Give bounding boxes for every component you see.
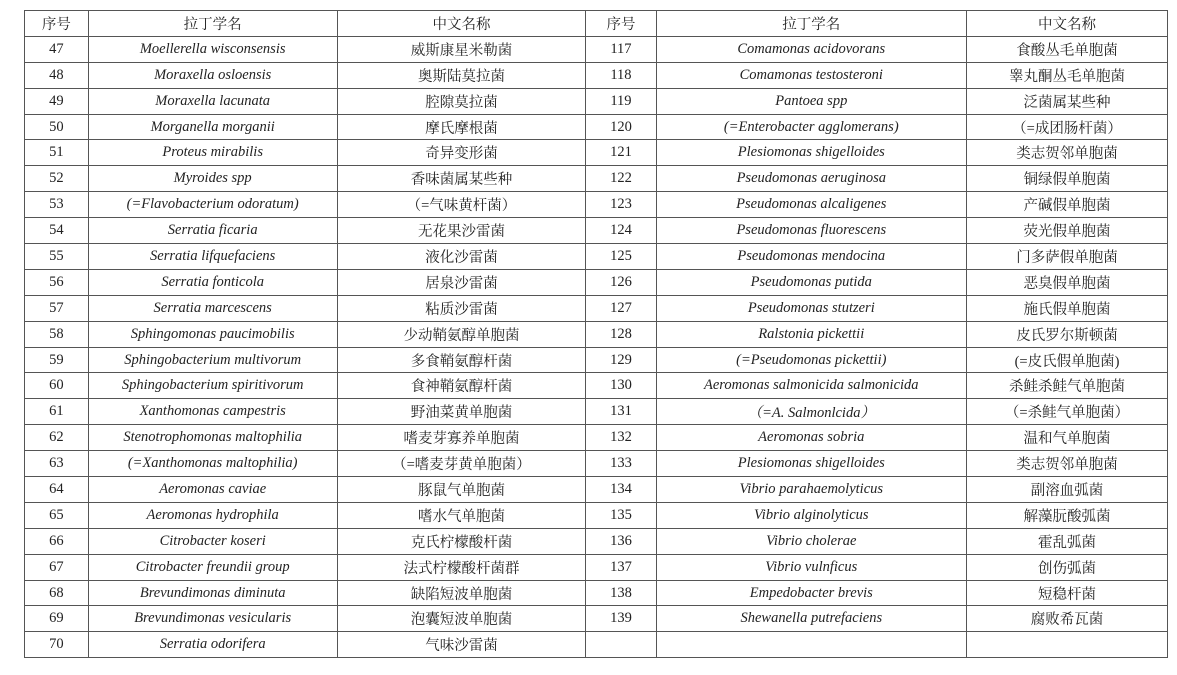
chinese-name-right: 恶臭假单胞菌: [967, 269, 1168, 295]
table-row: [25, 373, 1168, 399]
serial-left: 60: [25, 373, 89, 399]
chinese-name-right: 泛菌属某些种: [967, 88, 1168, 114]
serial-right: 131: [586, 399, 656, 425]
latin-name-right: （=A. Salmonlcida）: [656, 399, 966, 425]
serial-right: 123: [586, 192, 656, 218]
serial-left: 64: [25, 477, 89, 503]
serial-left: 68: [25, 580, 89, 606]
serial-left: 50: [25, 114, 89, 140]
serial-right: 124: [586, 218, 656, 244]
latin-name-right: Pseudomonas stutzeri: [656, 295, 966, 321]
latin-name-left: Citrobacter freundii group: [88, 554, 337, 580]
chinese-name-right: （=杀鲑气单胞菌）: [967, 399, 1168, 425]
serial-left: 55: [25, 244, 89, 270]
serial-right: 129: [586, 347, 656, 373]
chinese-name-right: 产碱假单胞菌: [967, 192, 1168, 218]
table-row: [25, 606, 1168, 632]
chinese-name-left: 香味菌属某些种: [337, 166, 586, 192]
chinese-name-right: 睾丸酮丛毛单胞菌: [967, 62, 1168, 88]
latin-name-right: Aeromonas sobria: [656, 425, 966, 451]
serial-right: 135: [586, 502, 656, 528]
chinese-name-left: 腔隙莫拉菌: [337, 88, 586, 114]
serial-right: 121: [586, 140, 656, 166]
chinese-name-right: 类志贺邻单胞菌: [967, 140, 1168, 166]
serial-left: 62: [25, 425, 89, 451]
serial-right: 122: [586, 166, 656, 192]
table-row: [25, 477, 1168, 503]
chinese-name-left: （=气味黄杆菌）: [337, 192, 586, 218]
serial-right: [586, 632, 656, 658]
chinese-name-left: 嗜麦芽寡养单胞菌: [337, 425, 586, 451]
serial-left: 57: [25, 295, 89, 321]
chinese-name-left: 威斯康星米勒菌: [337, 36, 586, 62]
latin-name-left: Xanthomonas campestris: [88, 399, 337, 425]
table-row: [25, 36, 1168, 62]
chinese-name-left: 摩氏摩根菌: [337, 114, 586, 140]
serial-left: 66: [25, 528, 89, 554]
header-chinese-right: 中文名称: [967, 11, 1168, 37]
latin-name-left: Serratia lifquefaciens: [88, 244, 337, 270]
latin-name-right: (=Pseudomonas pickettii): [656, 347, 966, 373]
chinese-name-left: 奇异变形菌: [337, 140, 586, 166]
table-row: [25, 295, 1168, 321]
serial-left: 61: [25, 399, 89, 425]
table-row: [25, 218, 1168, 244]
latin-name-right: Vibrio parahaemolyticus: [656, 477, 966, 503]
serial-right: 132: [586, 425, 656, 451]
serial-left: 63: [25, 451, 89, 477]
latin-name-right: Comamonas acidovorans: [656, 36, 966, 62]
serial-right: 139: [586, 606, 656, 632]
table-row: [25, 528, 1168, 554]
chinese-name-left: 克氏柠檬酸杆菌: [337, 528, 586, 554]
table-row: [25, 62, 1168, 88]
header-latin-right: 拉丁学名: [656, 11, 966, 37]
latin-name-right: Plesiomonas shigelloides: [656, 140, 966, 166]
serial-right: 128: [586, 321, 656, 347]
chinese-name-right: 腐败希瓦菌: [967, 606, 1168, 632]
latin-name-left: Aeromonas hydrophila: [88, 502, 337, 528]
chinese-name-left: 少动鞘氨醇单胞菌: [337, 321, 586, 347]
document-page: [24, 10, 1168, 658]
serial-left: 52: [25, 166, 89, 192]
table-row: [25, 632, 1168, 658]
latin-name-right: [656, 632, 966, 658]
chinese-name-right: 创伤弧菌: [967, 554, 1168, 580]
chinese-name-left: 嗜水气单胞菌: [337, 502, 586, 528]
serial-right: 136: [586, 528, 656, 554]
latin-name-left: Serratia fonticola: [88, 269, 337, 295]
header-serial-left: 序号: [25, 11, 89, 37]
chinese-name-right: 荧光假单胞菌: [967, 218, 1168, 244]
header-latin-left: 拉丁学名: [88, 11, 337, 37]
serial-left: 47: [25, 36, 89, 62]
latin-name-right: Pseudomonas mendocina: [656, 244, 966, 270]
chinese-name-right: 杀鲑杀鲑气单胞菌: [967, 373, 1168, 399]
serial-left: 69: [25, 606, 89, 632]
serial-left: 48: [25, 62, 89, 88]
table-row: [25, 580, 1168, 606]
table-row: [25, 192, 1168, 218]
latin-name-right: (=Enterobacter agglomerans): [656, 114, 966, 140]
table-row: [25, 451, 1168, 477]
chinese-name-right: 食酸丛毛单胞菌: [967, 36, 1168, 62]
serial-right: 134: [586, 477, 656, 503]
latin-name-right: Ralstonia pickettii: [656, 321, 966, 347]
latin-name-left: Serratia ficaria: [88, 218, 337, 244]
serial-right: 126: [586, 269, 656, 295]
latin-name-left: (=Flavobacterium odoratum): [88, 192, 337, 218]
table-row: [25, 399, 1168, 425]
serial-right: 125: [586, 244, 656, 270]
latin-name-right: Comamonas testosteroni: [656, 62, 966, 88]
serial-right: 119: [586, 88, 656, 114]
chinese-name-right: （=成团肠杆菌）: [967, 114, 1168, 140]
latin-name-left: Moraxella osloensis: [88, 62, 337, 88]
table-row: [25, 244, 1168, 270]
table-row: [25, 140, 1168, 166]
serial-left: 56: [25, 269, 89, 295]
chinese-name-right: 副溶血弧菌: [967, 477, 1168, 503]
latin-name-right: Vibrio vulnficus: [656, 554, 966, 580]
chinese-name-right: 类志贺邻单胞菌: [967, 451, 1168, 477]
latin-name-right: Aeromonas salmonicida salmonicida: [656, 373, 966, 399]
latin-name-right: Vibrio alginolyticus: [656, 502, 966, 528]
chinese-name-right: 霍乱弧菌: [967, 528, 1168, 554]
latin-name-left: Aeromonas caviae: [88, 477, 337, 503]
chinese-name-right: 解藻朊酸弧菌: [967, 502, 1168, 528]
chinese-name-right: 皮氏罗尔斯顿菌: [967, 321, 1168, 347]
latin-name-right: Pantoea spp: [656, 88, 966, 114]
table-row: [25, 425, 1168, 451]
chinese-name-right: 短稳杆菌: [967, 580, 1168, 606]
header-serial-right: 序号: [586, 11, 656, 37]
chinese-name-left: 泡囊短波单胞菌: [337, 606, 586, 632]
latin-name-right: Plesiomonas shigelloides: [656, 451, 966, 477]
table-body: [25, 36, 1168, 657]
serial-right: 138: [586, 580, 656, 606]
chinese-name-right: 施氏假单胞菌: [967, 295, 1168, 321]
latin-name-right: Empedobacter brevis: [656, 580, 966, 606]
latin-name-left: Myroides spp: [88, 166, 337, 192]
latin-name-left: Brevundimonas diminuta: [88, 580, 337, 606]
latin-name-left: Citrobacter koseri: [88, 528, 337, 554]
chinese-name-left: 无花果沙雷菌: [337, 218, 586, 244]
serial-left: 70: [25, 632, 89, 658]
chinese-name-left: 缺陷短波单胞菌: [337, 580, 586, 606]
table-row: [25, 88, 1168, 114]
chinese-name-left: 法式柠檬酸杆菌群: [337, 554, 586, 580]
latin-name-right: Pseudomonas aeruginosa: [656, 166, 966, 192]
latin-name-left: Morganella morganii: [88, 114, 337, 140]
latin-name-right: Pseudomonas alcaligenes: [656, 192, 966, 218]
chinese-name-left: 居泉沙雷菌: [337, 269, 586, 295]
table-row: [25, 166, 1168, 192]
serial-left: 51: [25, 140, 89, 166]
table-header-row: [25, 11, 1168, 37]
serial-right: 117: [586, 36, 656, 62]
latin-name-left: Stenotrophomonas maltophilia: [88, 425, 337, 451]
chinese-name-right: 温和气单胞菌: [967, 425, 1168, 451]
latin-name-left: Sphingomonas paucimobilis: [88, 321, 337, 347]
chinese-name-left: 粘质沙雷菌: [337, 295, 586, 321]
serial-right: 120: [586, 114, 656, 140]
chinese-name-left: 野油菜黄单胞菌: [337, 399, 586, 425]
latin-name-left: Moellerella wisconsensis: [88, 36, 337, 62]
table-row: [25, 321, 1168, 347]
table-row: [25, 114, 1168, 140]
table-row: [25, 347, 1168, 373]
serial-left: 58: [25, 321, 89, 347]
latin-name-left: Serratia odorifera: [88, 632, 337, 658]
serial-right: 118: [586, 62, 656, 88]
serial-right: 130: [586, 373, 656, 399]
serial-left: 53: [25, 192, 89, 218]
latin-name-left: Proteus mirabilis: [88, 140, 337, 166]
chinese-name-left: 多食鞘氨醇杆菌: [337, 347, 586, 373]
latin-name-left: Serratia marcescens: [88, 295, 337, 321]
serial-left: 65: [25, 502, 89, 528]
bacteria-table: [24, 10, 1168, 658]
chinese-name-left: 液化沙雷菌: [337, 244, 586, 270]
chinese-name-left: 奥斯陆莫拉菌: [337, 62, 586, 88]
serial-right: 133: [586, 451, 656, 477]
serial-left: 67: [25, 554, 89, 580]
header-chinese-left: 中文名称: [337, 11, 586, 37]
latin-name-left: (=Xanthomonas maltophilia): [88, 451, 337, 477]
table-row: [25, 554, 1168, 580]
chinese-name-left: 食神鞘氨醇杆菌: [337, 373, 586, 399]
latin-name-right: Pseudomonas putida: [656, 269, 966, 295]
chinese-name-left: （=嗜麦芽黄单胞菌）: [337, 451, 586, 477]
serial-left: 49: [25, 88, 89, 114]
chinese-name-right: 铜绿假单胞菌: [967, 166, 1168, 192]
serial-right: 137: [586, 554, 656, 580]
latin-name-right: Vibrio cholerae: [656, 528, 966, 554]
serial-left: 59: [25, 347, 89, 373]
serial-left: 54: [25, 218, 89, 244]
chinese-name-left: 气味沙雷菌: [337, 632, 586, 658]
table-row: [25, 502, 1168, 528]
latin-name-left: Sphingobacterium multivorum: [88, 347, 337, 373]
latin-name-right: Shewanella putrefaciens: [656, 606, 966, 632]
chinese-name-right: (=皮氏假单胞菌): [967, 347, 1168, 373]
chinese-name-left: 豚鼠气单胞菌: [337, 477, 586, 503]
latin-name-left: Brevundimonas vesicularis: [88, 606, 337, 632]
latin-name-left: Sphingobacterium spiritivorum: [88, 373, 337, 399]
serial-right: 127: [586, 295, 656, 321]
chinese-name-right: [967, 632, 1168, 658]
chinese-name-right: 门多萨假单胞菌: [967, 244, 1168, 270]
table-row: [25, 269, 1168, 295]
latin-name-left: Moraxella lacunata: [88, 88, 337, 114]
latin-name-right: Pseudomonas fluorescens: [656, 218, 966, 244]
